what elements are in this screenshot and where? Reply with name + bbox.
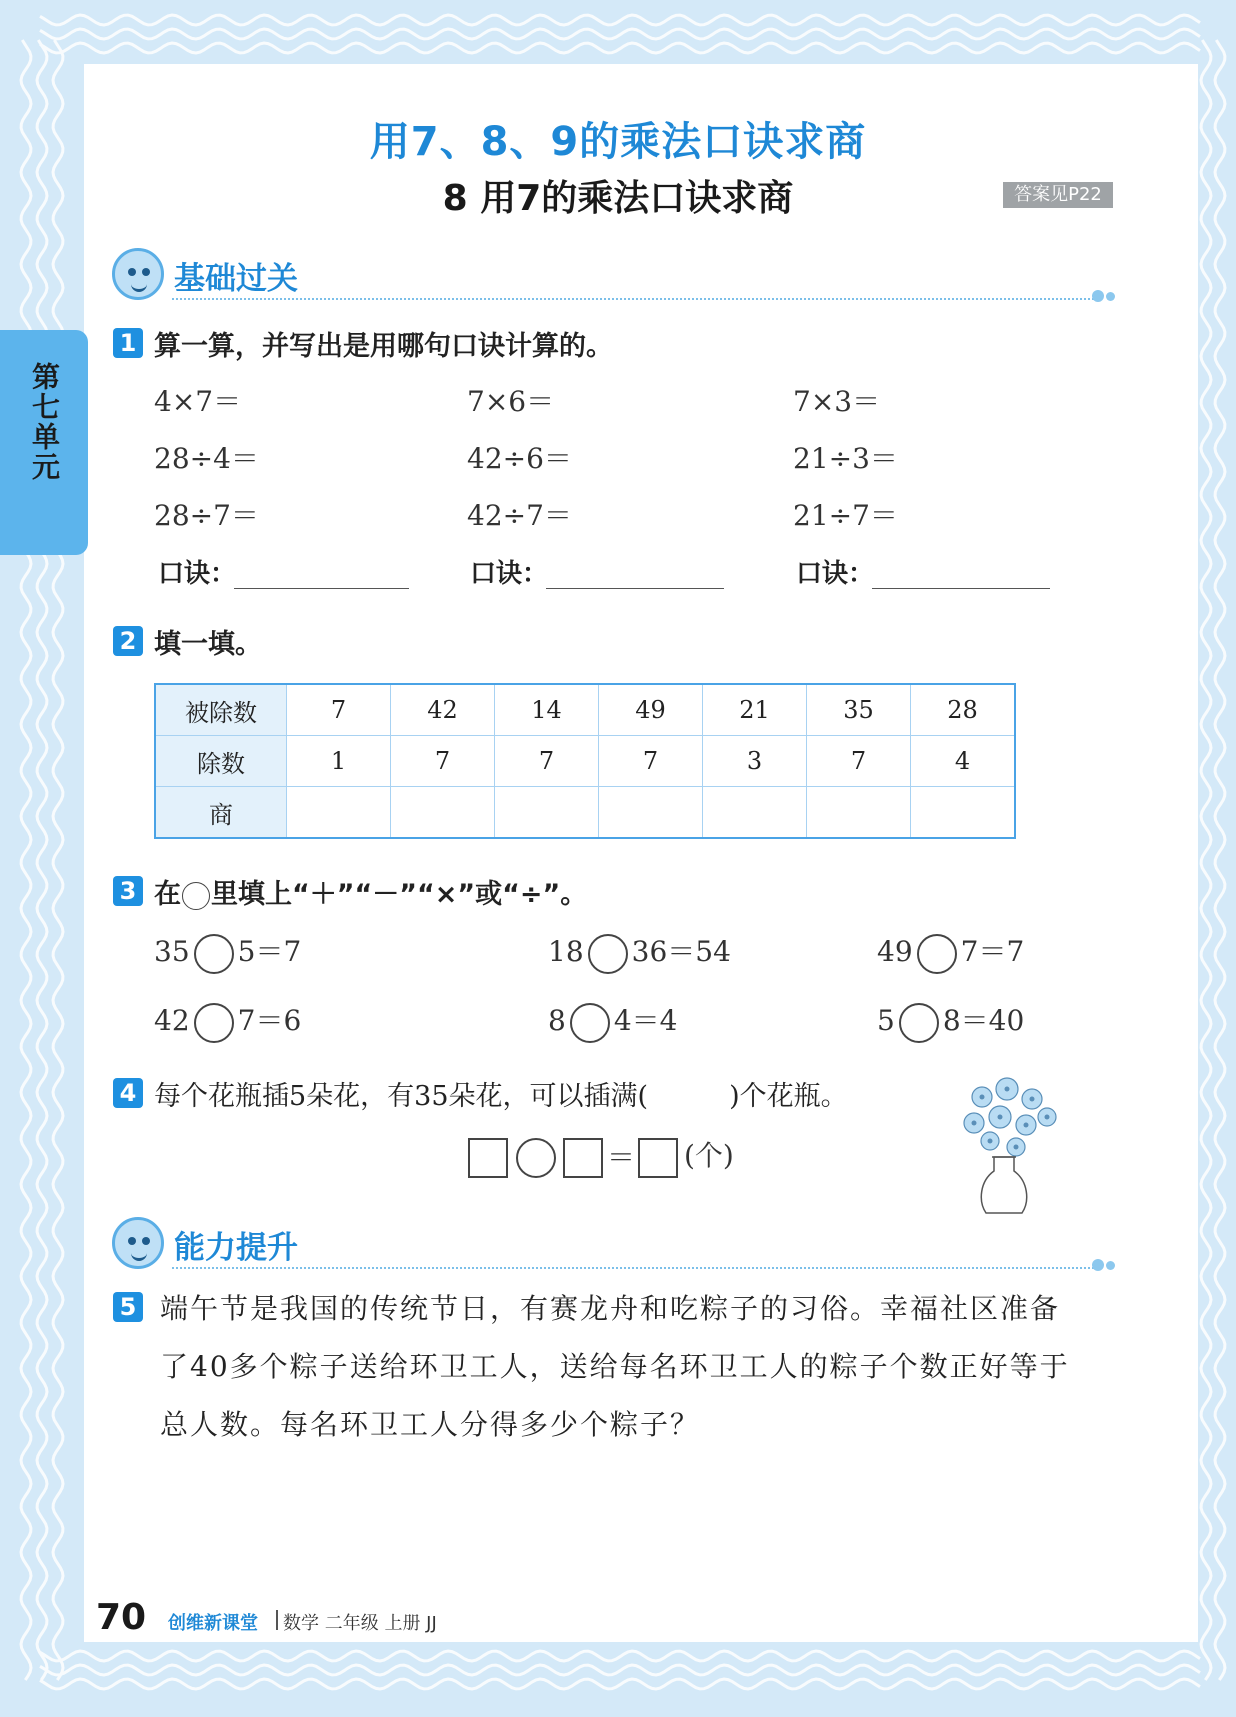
- unit-label: (个): [684, 1139, 734, 1172]
- operator-circle[interactable]: [194, 934, 234, 974]
- problem-line: 了40多个粽子送给环卫工人，送给每名环卫工人的粽子个数正好等于: [160, 1350, 1070, 1383]
- op-item: [548, 930, 731, 974]
- flower-vase-icon: [952, 1075, 1062, 1220]
- row-header: 商: [155, 787, 287, 839]
- operator-circle[interactable]: [917, 934, 957, 974]
- page-title: 用7、8、9的乘法口诀求商: [369, 119, 867, 165]
- answer-box[interactable]: [563, 1138, 603, 1178]
- question-number: 5: [113, 1292, 143, 1322]
- calc-item: 42÷6＝: [467, 442, 572, 475]
- answer-box[interactable]: [468, 1138, 508, 1178]
- calc-item: 7×6＝: [467, 385, 555, 418]
- operand-a: 35: [154, 935, 190, 968]
- calc-item: 42÷7＝: [467, 499, 572, 532]
- operand-a: 18: [548, 935, 584, 968]
- question-text-start: 在: [154, 879, 181, 910]
- verse-answer-line[interactable]: [546, 588, 724, 589]
- calc-item: 4×7＝: [154, 385, 242, 418]
- table-cell: 7: [807, 736, 911, 787]
- operand-a: 5: [877, 1004, 895, 1037]
- answer-cell[interactable]: [703, 787, 807, 839]
- table-cell: 7: [599, 736, 703, 787]
- lesson-title: 8 用7的乘法口诀求商: [442, 178, 794, 219]
- operator-circle[interactable]: [899, 1003, 939, 1043]
- problem-line: 总人数。每名环卫工人分得多少个粽子？: [160, 1408, 701, 1441]
- operand-b: 4＝4: [613, 1004, 678, 1037]
- mascot-icon: [112, 248, 164, 300]
- answer-reference-badge[interactable]: 答案见P22: [1003, 182, 1113, 208]
- verse-label: 口诀：: [796, 559, 875, 589]
- verse-label: 口诀：: [470, 559, 549, 589]
- table-cell: 42: [391, 684, 495, 736]
- answer-cell[interactable]: [495, 787, 599, 839]
- circle-icon: [182, 882, 210, 910]
- verse-answer-line[interactable]: [234, 588, 409, 589]
- table-cell: 1: [287, 736, 391, 787]
- op-item: [877, 999, 1024, 1043]
- operand-b: 8＝40: [942, 1004, 1025, 1037]
- answer-cell[interactable]: [287, 787, 391, 839]
- operand-a: 8: [548, 1004, 566, 1037]
- operand-b: 7＝6: [237, 1004, 302, 1037]
- row-header: 除数: [155, 736, 287, 787]
- question-number: 1: [113, 328, 143, 358]
- footer-divider: [276, 1610, 278, 1630]
- book-info: 数学 二年级 上册 JJ: [283, 1613, 437, 1634]
- calc-item: 7×3＝: [793, 385, 881, 418]
- calc-item: 28÷4＝: [154, 442, 259, 475]
- chapter-tab[interactable]: [0, 330, 88, 555]
- table-cell: 35: [807, 684, 911, 736]
- chapter-tab-label: 第七单元: [28, 362, 61, 482]
- operand-a: 42: [154, 1004, 190, 1037]
- question-number: 2: [113, 626, 143, 656]
- operand-b: 36＝54: [631, 935, 731, 968]
- table-cell: 28: [911, 684, 1016, 736]
- question-text: 每个花瓶插5朵花，有35朵花，可以插满( )个花瓶。: [154, 1081, 848, 1112]
- question-text: [154, 872, 587, 911]
- table-cell: 4: [911, 736, 1016, 787]
- operator-circle[interactable]: [194, 1003, 234, 1043]
- verse-answer-line[interactable]: [872, 588, 1050, 589]
- problem-line: 端午节是我国的传统节日，有赛龙舟和吃粽子的习俗。幸福社区准备: [160, 1292, 1061, 1325]
- table-cell: 3: [703, 736, 807, 787]
- operand-b: 7＝7: [960, 935, 1025, 968]
- calc-item: 21÷3＝: [793, 442, 898, 475]
- answer-cell[interactable]: [911, 787, 1016, 839]
- brand-name: 创维新课堂: [168, 1613, 258, 1634]
- section-header-advanced: [112, 1217, 1112, 1277]
- section-header-basic: [112, 248, 1112, 308]
- operator-circle[interactable]: [588, 934, 628, 974]
- table-row: [155, 787, 1015, 839]
- table-cell: 7: [287, 684, 391, 736]
- op-item: [154, 999, 301, 1043]
- division-table: [154, 683, 1016, 839]
- question-text: 填一填。: [154, 629, 262, 660]
- answer-box[interactable]: [638, 1138, 678, 1178]
- table-cell: 7: [391, 736, 495, 787]
- table-cell: 7: [495, 736, 599, 787]
- question-text-end: 里填上“＋”“－”“×”或“÷”。: [211, 879, 588, 910]
- table-row: [155, 684, 1015, 736]
- table-cell: 21: [703, 684, 807, 736]
- answer-cell[interactable]: [807, 787, 911, 839]
- operand-a: 49: [877, 935, 913, 968]
- table-cell: 49: [599, 684, 703, 736]
- section-title: 能力提升: [174, 1230, 298, 1266]
- equals-sign: ＝: [607, 1141, 636, 1174]
- question-text: 算一算，并写出是用哪句口诀计算的。: [154, 331, 613, 362]
- section-title: 基础过关: [174, 261, 298, 297]
- operator-circle[interactable]: [570, 1003, 610, 1043]
- mascot-icon: [112, 1217, 164, 1269]
- op-item: [154, 930, 301, 974]
- question-number: 3: [113, 876, 143, 906]
- calc-item: 21÷7＝: [793, 499, 898, 532]
- calc-item: 28÷7＝: [154, 499, 259, 532]
- operand-b: 5＝7: [237, 935, 302, 968]
- op-item: [548, 999, 677, 1043]
- answer-cell[interactable]: [391, 787, 495, 839]
- question-number: 4: [113, 1078, 143, 1108]
- table-cell: 14: [495, 684, 599, 736]
- operator-circle[interactable]: [516, 1138, 556, 1178]
- page-number: 70: [96, 1597, 147, 1638]
- op-item: [877, 930, 1024, 974]
- answer-cell[interactable]: [599, 787, 703, 839]
- table-row: [155, 736, 1015, 787]
- row-header: 被除数: [155, 684, 287, 736]
- verse-label: 口诀：: [158, 559, 237, 589]
